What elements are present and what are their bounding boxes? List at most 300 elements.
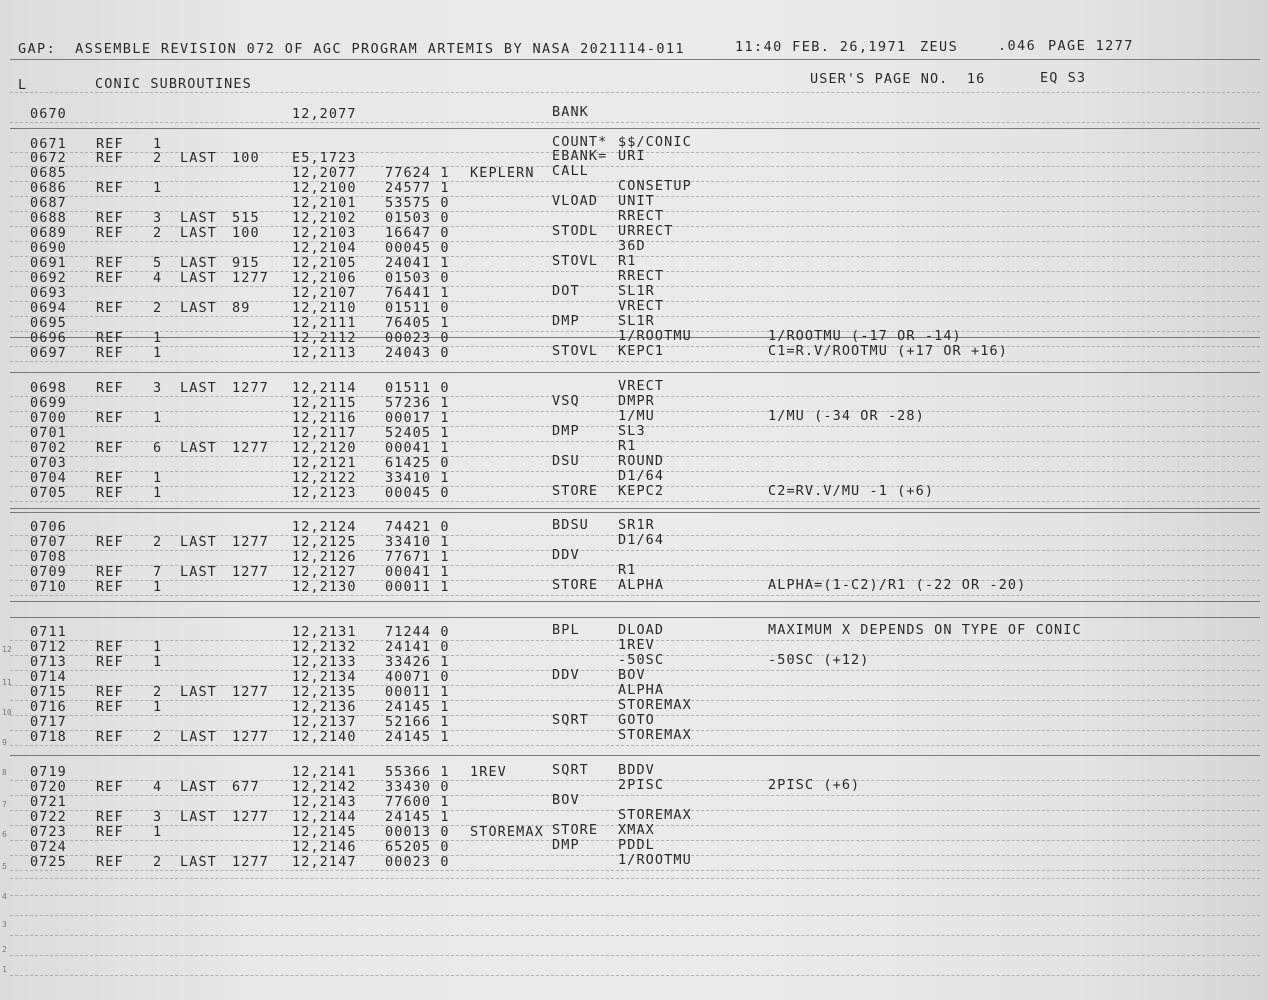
opcode: STORE [552, 822, 599, 838]
header-rule [10, 59, 1260, 60]
comment: C1=R.V/ROOTMU (+17 OR +16) [768, 343, 1008, 359]
opcode: BANK [552, 104, 589, 120]
ref-count: 1 [153, 699, 163, 715]
last-label: LAST [180, 779, 217, 795]
margin-mark: 12 [2, 645, 12, 654]
comment: 2PISC (+6) [768, 777, 861, 793]
row-guide [10, 361, 1260, 362]
ref-count: 1 [153, 654, 163, 670]
line-number: 0713 [30, 654, 67, 670]
comment: 1/MU (-34 OR -28) [768, 408, 925, 424]
ref-label: REF [96, 654, 124, 670]
operand: RRECT [618, 208, 665, 224]
last-number: 89 [232, 300, 251, 316]
octal-word: 00041 1 [385, 440, 450, 456]
ref-count: 1 [153, 410, 163, 426]
line-number: 0696 [30, 330, 67, 346]
section-separator [10, 128, 1260, 129]
octal-word: 01511 0 [385, 300, 450, 316]
ref-count: 1 [153, 330, 163, 346]
ref-label: REF [96, 564, 124, 580]
octal-word: 57236 1 [385, 395, 450, 411]
octal-word: 77671 1 [385, 549, 450, 565]
address: 12,2146 [292, 839, 357, 855]
equation-label: EQ S3 [1040, 70, 1087, 86]
last-label: LAST [180, 440, 217, 456]
margin-mark: 4 [2, 892, 7, 901]
address: 12,2126 [292, 549, 357, 565]
line-number: 0703 [30, 455, 67, 471]
last-number: 1277 [232, 380, 269, 396]
operand: R1 [618, 438, 637, 454]
blank-line-guide [10, 915, 1260, 916]
ref-label: REF [96, 824, 124, 840]
opcode: STORE [552, 577, 599, 593]
operand: $$/CONIC [618, 134, 692, 150]
ref-label: REF [96, 330, 124, 346]
octal-word: 01503 0 [385, 270, 450, 286]
line-number: 0723 [30, 824, 67, 840]
last-number: 1277 [232, 854, 269, 870]
address: 12,2105 [292, 255, 357, 271]
ref-label: REF [96, 300, 124, 316]
ref-label: REF [96, 410, 124, 426]
margin-mark: 3 [2, 920, 7, 929]
octal-word: 65205 0 [385, 839, 450, 855]
ref-count: 5 [153, 255, 163, 271]
margin-mark: 5 [2, 862, 7, 871]
line-number: 0694 [30, 300, 67, 316]
last-label: LAST [180, 300, 217, 316]
address: 12,2125 [292, 534, 357, 550]
section-separator [10, 508, 1260, 509]
operand: BDDV [618, 762, 655, 778]
line-number: 0704 [30, 470, 67, 486]
opcode: DDV [552, 547, 580, 563]
opcode: DMP [552, 313, 580, 329]
address: 12,2116 [292, 410, 357, 426]
octal-word: 00017 1 [385, 410, 450, 426]
line-number: 0695 [30, 315, 67, 331]
line-number: 0720 [30, 779, 67, 795]
ref-label: REF [96, 440, 124, 456]
comment: ALPHA=(1-C2)/R1 (-22 OR -20) [768, 577, 1027, 593]
margin-mark: 1 [2, 965, 7, 974]
line-number: 0706 [30, 519, 67, 535]
address: 12,2134 [292, 669, 357, 685]
address: 12,2112 [292, 330, 357, 346]
blank-line-guide [10, 975, 1260, 976]
address: 12,2077 [292, 165, 357, 181]
address: 12,2103 [292, 225, 357, 241]
line-number: 0697 [30, 345, 67, 361]
margin-mark: 2 [2, 945, 7, 954]
address: 12,2142 [292, 779, 357, 795]
last-label: LAST [180, 210, 217, 226]
last-label: LAST [180, 255, 217, 271]
operand: STOREMAX [618, 697, 692, 713]
address: 12,2104 [292, 240, 357, 256]
line-number: 0725 [30, 854, 67, 870]
line-number: 0685 [30, 165, 67, 181]
ref-label: REF [96, 639, 124, 655]
ref-count: 2 [153, 300, 163, 316]
last-number: 1277 [232, 729, 269, 745]
address: 12,2143 [292, 794, 357, 810]
ref-count: 1 [153, 345, 163, 361]
address: 12,2124 [292, 519, 357, 535]
last-number: 677 [232, 779, 260, 795]
system-name: ZEUS [920, 39, 959, 55]
line-number: 0698 [30, 380, 67, 396]
margin-mark: 8 [2, 768, 7, 777]
opcode: BPL [552, 622, 580, 638]
octal-word: 33410 1 [385, 534, 450, 550]
last-label: LAST [180, 809, 217, 825]
octal-word: 00023 0 [385, 854, 450, 870]
address: 12,2123 [292, 485, 357, 501]
address: 12,2111 [292, 315, 357, 331]
octal-word: 00045 0 [385, 485, 450, 501]
operand: XMAX [618, 822, 655, 838]
address: 12,2114 [292, 380, 357, 396]
row-guide [10, 595, 1260, 596]
operand: URRECT [618, 223, 674, 239]
octal-word: 00013 0 [385, 824, 450, 840]
octal-word: 61425 0 [385, 455, 450, 471]
ref-count: 2 [153, 534, 163, 550]
address: 12,2131 [292, 624, 357, 640]
operand: ALPHA [618, 682, 665, 698]
opcode: STORE [552, 483, 599, 499]
ref-label: REF [96, 270, 124, 286]
address: 12,2130 [292, 579, 357, 595]
octal-word: 40071 0 [385, 669, 450, 685]
margin-mark: 10 [2, 708, 12, 717]
ref-count: 2 [153, 729, 163, 745]
octal-word: 00011 1 [385, 579, 450, 595]
line-number: 0670 [30, 106, 67, 122]
operand: RRECT [618, 268, 665, 284]
opcode: STOVL [552, 253, 599, 269]
opcode: COUNT* [552, 134, 608, 150]
octal-word: 00023 0 [385, 330, 450, 346]
operand: ALPHA [618, 577, 665, 593]
line-number: 0709 [30, 564, 67, 580]
operand: SR1R [618, 517, 655, 533]
ref-count: 1 [153, 639, 163, 655]
address: E5,1723 [292, 150, 357, 166]
line-number: 0702 [30, 440, 67, 456]
column-l-label: L [18, 77, 28, 93]
opcode: DMP [552, 423, 580, 439]
row-guide [10, 550, 1260, 551]
opcode: BOV [552, 792, 580, 808]
ref-count: 1 [153, 824, 163, 840]
comment: 1/ROOTMU (-17 OR -14) [768, 328, 962, 344]
section-rule [10, 92, 1260, 93]
line-number: 0722 [30, 809, 67, 825]
operand: SL3 [618, 423, 646, 439]
ref-label: REF [96, 699, 124, 715]
line-number: 0686 [30, 180, 67, 196]
ref-count: 2 [153, 684, 163, 700]
last-label: LAST [180, 729, 217, 745]
octal-word: 53575 0 [385, 195, 450, 211]
last-number: 1277 [232, 534, 269, 550]
line-number: 0717 [30, 714, 67, 730]
ref-label: REF [96, 380, 124, 396]
operand: 1/ROOTMU [618, 852, 692, 868]
address: 12,2115 [292, 395, 357, 411]
address: 12,2135 [292, 684, 357, 700]
margin-mark: 9 [2, 738, 7, 747]
octal-word: 24141 0 [385, 639, 450, 655]
octal-word: 33426 1 [385, 654, 450, 670]
operand: GOTO [618, 712, 655, 728]
line-number: 0700 [30, 410, 67, 426]
line-number: 0687 [30, 195, 67, 211]
operand: URI [618, 148, 646, 164]
timestamp: 11:40 FEB. 26,1971 [735, 39, 907, 55]
address: 12,2144 [292, 809, 357, 825]
address: 12,2101 [292, 195, 357, 211]
last-number: 1277 [232, 270, 269, 286]
operand: CONSETUP [618, 178, 692, 194]
line-number: 0712 [30, 639, 67, 655]
ref-count: 2 [153, 854, 163, 870]
opcode: DSU [552, 453, 580, 469]
line-number: 0671 [30, 136, 67, 152]
line-number: 0701 [30, 425, 67, 441]
ref-count: 3 [153, 809, 163, 825]
address: 12,2136 [292, 699, 357, 715]
line-number: 0705 [30, 485, 67, 501]
octal-word: 74421 0 [385, 519, 450, 535]
operand: SL1R [618, 313, 655, 329]
ref-label: REF [96, 136, 124, 152]
row-guide [10, 870, 1260, 871]
margin-mark: 6 [2, 830, 7, 839]
line-number: 0716 [30, 699, 67, 715]
operand: DLOAD [618, 622, 665, 638]
label-tag: 1REV [470, 764, 507, 780]
section-separator [10, 372, 1260, 373]
blank-line-guide [10, 895, 1260, 896]
octal-word: 00011 1 [385, 684, 450, 700]
comment: C2=RV.V/MU -1 (+6) [768, 483, 935, 499]
users-page-number: USER'S PAGE NO. 16 [810, 71, 986, 87]
octal-word: 01503 0 [385, 210, 450, 226]
address: 12,2121 [292, 455, 357, 471]
opcode: SQRT [552, 712, 589, 728]
ref-label: REF [96, 485, 124, 501]
opcode: STODL [552, 223, 599, 239]
operand: 2PISC [618, 777, 665, 793]
address: 12,2145 [292, 824, 357, 840]
address: 12,2120 [292, 440, 357, 456]
octal-word: 71244 0 [385, 624, 450, 640]
operand: R1 [618, 253, 637, 269]
ref-count: 1 [153, 485, 163, 501]
last-number: 100 [232, 150, 260, 166]
operand: SL1R [618, 283, 655, 299]
operand: STOREMAX [618, 807, 692, 823]
ref-count: 4 [153, 270, 163, 286]
ref-label: REF [96, 684, 124, 700]
opcode: STOVL [552, 343, 599, 359]
comment: MAXIMUM X DEPENDS ON TYPE OF CONIC [768, 622, 1082, 638]
line-number: 0711 [30, 624, 67, 640]
opcode: VSQ [552, 393, 580, 409]
row-guide [10, 501, 1260, 502]
octal-word: 24041 1 [385, 255, 450, 271]
run-code: .046 [998, 38, 1037, 54]
operand: 36D [618, 238, 646, 254]
ref-label: REF [96, 150, 124, 166]
opcode: DMP [552, 837, 580, 853]
ref-count: 7 [153, 564, 163, 580]
address: 12,2102 [292, 210, 357, 226]
opcode: DOT [552, 283, 580, 299]
octal-word: 52166 1 [385, 714, 450, 730]
last-number: 1277 [232, 684, 269, 700]
comment: -50SC (+12) [768, 652, 870, 668]
section-title: CONIC SUBROUTINES [95, 76, 252, 92]
operand: ROUND [618, 453, 665, 469]
last-label: LAST [180, 564, 217, 580]
address: 12,2107 [292, 285, 357, 301]
octal-word: 00045 0 [385, 240, 450, 256]
opcode: VLOAD [552, 193, 599, 209]
address: 12,2077 [292, 106, 357, 122]
listing-title: GAP: ASSEMBLE REVISION 072 OF AGC PROGRAM ARTEMIS BY NASA 2021114-011 [18, 41, 685, 57]
ref-count: 3 [153, 380, 163, 396]
ref-count: 2 [153, 150, 163, 166]
operand: 1REV [618, 637, 655, 653]
ref-count: 4 [153, 779, 163, 795]
operand: VRECT [618, 298, 665, 314]
ref-label: REF [96, 729, 124, 745]
line-number: 0692 [30, 270, 67, 286]
octal-word: 24145 1 [385, 699, 450, 715]
section-separator [10, 512, 1260, 513]
octal-word: 00041 1 [385, 564, 450, 580]
octal-word: 24577 1 [385, 180, 450, 196]
octal-word: 55366 1 [385, 764, 450, 780]
octal-word: 24043 0 [385, 345, 450, 361]
line-number: 0691 [30, 255, 67, 271]
last-label: LAST [180, 150, 217, 166]
last-number: 100 [232, 225, 260, 241]
row-guide [10, 166, 1260, 167]
last-label: LAST [180, 684, 217, 700]
address: 12,2113 [292, 345, 357, 361]
ref-label: REF [96, 854, 124, 870]
ref-count: 2 [153, 225, 163, 241]
section-separator [10, 617, 1260, 618]
octal-word: 77624 1 [385, 165, 450, 181]
octal-word: 24145 1 [385, 729, 450, 745]
line-number: 0721 [30, 794, 67, 810]
line-number: 0718 [30, 729, 67, 745]
operand: -50SC [618, 652, 665, 668]
operand: VRECT [618, 378, 665, 394]
operand: D1/64 [618, 532, 665, 548]
address: 12,2110 [292, 300, 357, 316]
operand: D1/64 [618, 468, 665, 484]
octal-word: 77600 1 [385, 794, 450, 810]
line-number: 0690 [30, 240, 67, 256]
section-separator [10, 755, 1260, 756]
last-number: 1277 [232, 440, 269, 456]
ref-count: 1 [153, 470, 163, 486]
line-number: 0715 [30, 684, 67, 700]
row-guide [10, 745, 1260, 746]
line-number: 0688 [30, 210, 67, 226]
ref-count: 3 [153, 210, 163, 226]
octal-word: 52405 1 [385, 425, 450, 441]
row-guide [10, 122, 1260, 123]
ref-label: REF [96, 470, 124, 486]
ref-count: 6 [153, 440, 163, 456]
blank-line-guide [10, 878, 1260, 879]
operand: R1 [618, 562, 637, 578]
ref-count: 1 [153, 180, 163, 196]
blank-line-guide [10, 955, 1260, 956]
section-separator [10, 601, 1260, 602]
line-number: 0708 [30, 549, 67, 565]
ref-label: REF [96, 345, 124, 361]
row-guide [10, 795, 1260, 796]
opcode: SQRT [552, 762, 589, 778]
address: 12,2132 [292, 639, 357, 655]
address: 12,2122 [292, 470, 357, 486]
address: 12,2137 [292, 714, 357, 730]
margin-mark: 11 [2, 678, 12, 687]
operand: DMPR [618, 393, 655, 409]
line-number: 0699 [30, 395, 67, 411]
opcode: DDV [552, 667, 580, 683]
octal-word: 76405 1 [385, 315, 450, 331]
label-tag: STOREMAX [470, 824, 544, 840]
operand: STOREMAX [618, 727, 692, 743]
ref-label: REF [96, 534, 124, 550]
operand: 1/ROOTMU [618, 328, 692, 344]
ref-label: REF [96, 255, 124, 271]
label-tag: KEPLERN [470, 165, 535, 181]
address: 12,2127 [292, 564, 357, 580]
opcode: CALL [552, 163, 589, 179]
octal-word: 01511 0 [385, 380, 450, 396]
address: 12,2147 [292, 854, 357, 870]
octal-word: 33430 0 [385, 779, 450, 795]
opcode: EBANK= [552, 148, 608, 164]
blank-line-guide [10, 935, 1260, 936]
ref-count: 1 [153, 579, 163, 595]
address: 12,2106 [292, 270, 357, 286]
last-number: 515 [232, 210, 260, 226]
last-label: LAST [180, 534, 217, 550]
page-number: PAGE 1277 [1048, 38, 1134, 54]
last-label: LAST [180, 270, 217, 286]
address: 12,2141 [292, 764, 357, 780]
last-number: 915 [232, 255, 260, 271]
operand: UNIT [618, 193, 655, 209]
last-label: LAST [180, 225, 217, 241]
operand: 1/MU [618, 408, 655, 424]
ref-label: REF [96, 579, 124, 595]
